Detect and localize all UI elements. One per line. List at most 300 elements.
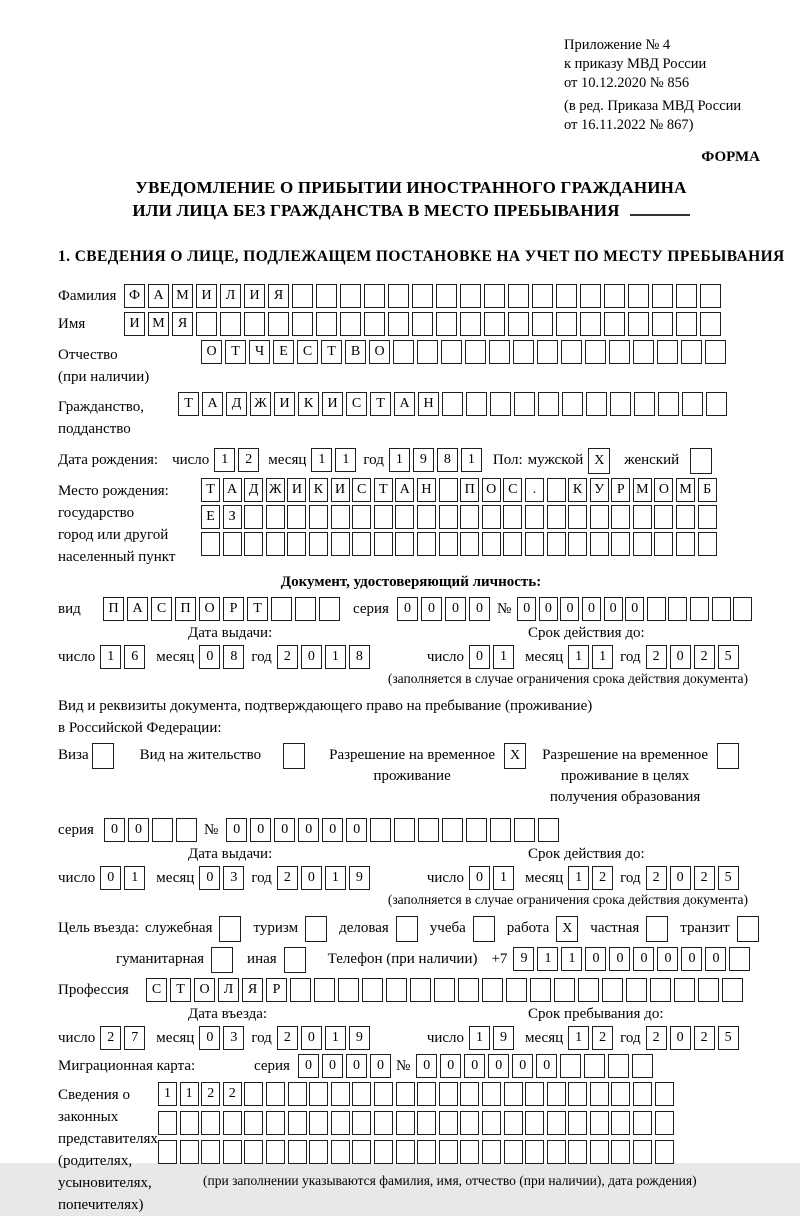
char-cell[interactable]	[439, 532, 458, 556]
char-cell[interactable]	[586, 392, 607, 416]
char-cell[interactable]	[690, 597, 709, 621]
char-cell[interactable]	[394, 818, 415, 842]
char-cell[interactable]: 2	[694, 1026, 715, 1050]
char-cell[interactable]: Д	[226, 392, 247, 416]
char-cell[interactable]	[244, 312, 265, 336]
char-cell[interactable]	[538, 818, 559, 842]
char-cell[interactable]	[647, 597, 666, 621]
char-cell[interactable]: А	[127, 597, 148, 621]
char-cell[interactable]: 0	[346, 1054, 367, 1078]
char-cell[interactable]	[439, 1111, 458, 1135]
purpose-tourism-checkbox[interactable]	[305, 916, 327, 942]
char-cell[interactable]	[395, 532, 414, 556]
char-cell[interactable]	[271, 597, 292, 621]
char-cell[interactable]	[436, 284, 457, 308]
char-cell[interactable]	[547, 505, 566, 529]
char-cell[interactable]: 0	[488, 1054, 509, 1078]
char-cell[interactable]	[525, 1140, 544, 1164]
char-cell[interactable]	[244, 1082, 263, 1106]
char-cell[interactable]: Ч	[249, 340, 270, 364]
char-cell[interactable]: Н	[417, 478, 436, 502]
char-cell[interactable]	[152, 818, 173, 842]
char-cell[interactable]	[503, 532, 522, 556]
char-cell[interactable]	[439, 1082, 458, 1106]
char-cell[interactable]	[460, 505, 479, 529]
char-cell[interactable]: Р	[223, 597, 244, 621]
char-cell[interactable]	[288, 1082, 307, 1106]
char-cell[interactable]	[331, 532, 350, 556]
char-cell[interactable]	[374, 1111, 393, 1135]
char-cell[interactable]	[460, 1082, 479, 1106]
char-cell[interactable]: 0	[416, 1054, 437, 1078]
char-cell[interactable]: А	[223, 478, 242, 502]
char-cell[interactable]: 1	[124, 866, 145, 890]
char-cell[interactable]: А	[202, 392, 223, 416]
char-cell[interactable]	[460, 312, 481, 336]
char-cell[interactable]: 2	[223, 1082, 242, 1106]
char-cell[interactable]	[547, 1140, 566, 1164]
char-cell[interactable]	[590, 1111, 609, 1135]
char-cell[interactable]	[652, 284, 673, 308]
char-cell[interactable]	[201, 1140, 220, 1164]
char-cell[interactable]	[309, 505, 328, 529]
char-cell[interactable]	[580, 284, 601, 308]
char-cell[interactable]: О	[654, 478, 673, 502]
purpose-official-checkbox[interactable]	[219, 916, 241, 942]
char-cell[interactable]	[568, 1140, 587, 1164]
char-cell[interactable]	[668, 597, 687, 621]
char-cell[interactable]	[676, 284, 697, 308]
char-cell[interactable]	[220, 312, 241, 336]
char-cell[interactable]	[412, 312, 433, 336]
char-cell[interactable]: 1	[568, 645, 589, 669]
char-cell[interactable]	[466, 392, 487, 416]
char-cell[interactable]: И	[331, 478, 350, 502]
char-cell[interactable]	[568, 505, 587, 529]
char-cell[interactable]: 9	[493, 1026, 514, 1050]
char-cell[interactable]	[319, 597, 340, 621]
char-cell[interactable]: И	[124, 312, 145, 336]
char-cell[interactable]	[292, 284, 313, 308]
char-cell[interactable]	[388, 312, 409, 336]
char-cell[interactable]	[654, 532, 673, 556]
char-cell[interactable]: 0	[670, 866, 691, 890]
char-cell[interactable]: К	[568, 478, 587, 502]
char-cell[interactable]	[525, 505, 544, 529]
purpose-other-checkbox[interactable]	[284, 947, 306, 973]
char-cell[interactable]: 0	[609, 947, 630, 971]
char-cell[interactable]	[362, 978, 383, 1002]
char-cell[interactable]	[340, 284, 361, 308]
char-cell[interactable]	[530, 978, 551, 1002]
char-cell[interactable]	[604, 284, 625, 308]
char-cell[interactable]: 0	[469, 866, 490, 890]
char-cell[interactable]: Т	[247, 597, 268, 621]
char-cell[interactable]	[506, 978, 527, 1002]
char-cell[interactable]	[610, 392, 631, 416]
char-cell[interactable]: 0	[585, 947, 606, 971]
char-cell[interactable]	[364, 284, 385, 308]
char-cell[interactable]: Т	[374, 478, 393, 502]
char-cell[interactable]: 0	[274, 818, 295, 842]
char-cell[interactable]	[652, 312, 673, 336]
char-cell[interactable]	[538, 392, 559, 416]
char-cell[interactable]	[288, 1140, 307, 1164]
char-cell[interactable]	[340, 312, 361, 336]
char-cell[interactable]: И	[244, 284, 265, 308]
char-cell[interactable]: Б	[698, 478, 717, 502]
char-cell[interactable]	[658, 392, 679, 416]
char-cell[interactable]: О	[199, 597, 220, 621]
char-cell[interactable]	[700, 312, 721, 336]
char-cell[interactable]	[223, 1111, 242, 1135]
char-cell[interactable]: 0	[199, 645, 220, 669]
char-cell[interactable]	[316, 284, 337, 308]
char-cell[interactable]	[309, 1111, 328, 1135]
char-cell[interactable]: 0	[128, 818, 149, 842]
char-cell[interactable]	[626, 978, 647, 1002]
char-cell[interactable]	[650, 978, 671, 1002]
char-cell[interactable]: З	[223, 505, 242, 529]
char-cell[interactable]: 1	[325, 866, 346, 890]
purpose-work-checkbox[interactable]: X	[556, 916, 578, 942]
char-cell[interactable]: И	[322, 392, 343, 416]
char-cell[interactable]	[374, 532, 393, 556]
char-cell[interactable]: 3	[223, 866, 244, 890]
char-cell[interactable]	[176, 818, 197, 842]
char-cell[interactable]	[611, 1140, 630, 1164]
char-cell[interactable]	[244, 1140, 263, 1164]
char-cell[interactable]	[654, 505, 673, 529]
char-cell[interactable]: 0	[370, 1054, 391, 1078]
char-cell[interactable]: Н	[418, 392, 439, 416]
char-cell[interactable]: 0	[301, 1026, 322, 1050]
char-cell[interactable]	[352, 532, 371, 556]
char-cell[interactable]: Р	[611, 478, 630, 502]
char-cell[interactable]	[633, 1082, 652, 1106]
char-cell[interactable]	[590, 1082, 609, 1106]
char-cell[interactable]: С	[503, 478, 522, 502]
char-cell[interactable]	[466, 818, 487, 842]
char-cell[interactable]: Е	[201, 505, 220, 529]
char-cell[interactable]	[396, 1111, 415, 1135]
char-cell[interactable]: 7	[124, 1026, 145, 1050]
char-cell[interactable]	[585, 340, 606, 364]
char-cell[interactable]: 2	[646, 1026, 667, 1050]
char-cell[interactable]	[712, 597, 731, 621]
char-cell[interactable]: 1	[325, 1026, 346, 1050]
char-cell[interactable]: 5	[718, 1026, 739, 1050]
char-cell[interactable]	[628, 312, 649, 336]
char-cell[interactable]	[609, 340, 630, 364]
char-cell[interactable]: Т	[225, 340, 246, 364]
purpose-business-checkbox[interactable]	[396, 916, 418, 942]
char-cell[interactable]: 8	[349, 645, 370, 669]
char-cell[interactable]	[633, 1140, 652, 1164]
residence-permit-checkbox[interactable]	[283, 743, 305, 769]
char-cell[interactable]: 2	[694, 645, 715, 669]
char-cell[interactable]	[180, 1111, 199, 1135]
char-cell[interactable]	[180, 1140, 199, 1164]
char-cell[interactable]	[633, 1111, 652, 1135]
char-cell[interactable]	[374, 1140, 393, 1164]
char-cell[interactable]: Л	[220, 284, 241, 308]
char-cell[interactable]	[604, 312, 625, 336]
char-cell[interactable]	[309, 1082, 328, 1106]
char-cell[interactable]	[655, 1140, 674, 1164]
char-cell[interactable]: 1	[180, 1082, 199, 1106]
char-cell[interactable]: 1	[537, 947, 558, 971]
char-cell[interactable]	[442, 818, 463, 842]
char-cell[interactable]: П	[103, 597, 124, 621]
char-cell[interactable]: Ф	[124, 284, 145, 308]
char-cell[interactable]	[484, 284, 505, 308]
char-cell[interactable]: 2	[646, 645, 667, 669]
char-cell[interactable]	[436, 312, 457, 336]
char-cell[interactable]	[268, 312, 289, 336]
char-cell[interactable]	[578, 978, 599, 1002]
char-cell[interactable]	[393, 340, 414, 364]
char-cell[interactable]: 1	[461, 448, 482, 472]
char-cell[interactable]: 0	[322, 818, 343, 842]
char-cell[interactable]	[504, 1082, 523, 1106]
char-cell[interactable]	[482, 1140, 501, 1164]
purpose-private-checkbox[interactable]	[646, 916, 668, 942]
char-cell[interactable]	[482, 1082, 501, 1106]
char-cell[interactable]	[331, 1140, 350, 1164]
char-cell[interactable]	[266, 1111, 285, 1135]
char-cell[interactable]	[482, 532, 501, 556]
char-cell[interactable]: 0	[199, 1026, 220, 1050]
char-cell[interactable]	[396, 1140, 415, 1164]
char-cell[interactable]	[681, 340, 702, 364]
char-cell[interactable]: Д	[244, 478, 263, 502]
char-cell[interactable]	[525, 1082, 544, 1106]
char-cell[interactable]	[608, 1054, 629, 1078]
char-cell[interactable]	[266, 532, 285, 556]
char-cell[interactable]	[705, 340, 726, 364]
char-cell[interactable]	[331, 1082, 350, 1106]
char-cell[interactable]	[244, 1111, 263, 1135]
char-cell[interactable]	[590, 1140, 609, 1164]
char-cell[interactable]	[482, 505, 501, 529]
char-cell[interactable]: О	[482, 478, 501, 502]
char-cell[interactable]: 1	[335, 448, 356, 472]
char-cell[interactable]	[338, 978, 359, 1002]
char-cell[interactable]: 1	[493, 645, 514, 669]
char-cell[interactable]: 9	[513, 947, 534, 971]
char-cell[interactable]: 2	[592, 866, 613, 890]
char-cell[interactable]	[410, 978, 431, 1002]
char-cell[interactable]: П	[175, 597, 196, 621]
char-cell[interactable]	[547, 1082, 566, 1106]
sex-male-checkbox[interactable]: X	[588, 448, 610, 474]
char-cell[interactable]	[568, 1111, 587, 1135]
char-cell[interactable]: Т	[321, 340, 342, 364]
char-cell[interactable]	[568, 1082, 587, 1106]
char-cell[interactable]	[611, 1082, 630, 1106]
char-cell[interactable]: Р	[266, 978, 287, 1002]
char-cell[interactable]: 8	[437, 448, 458, 472]
char-cell[interactable]: Т	[370, 392, 391, 416]
char-cell[interactable]: 5	[718, 645, 739, 669]
char-cell[interactable]: 1	[592, 645, 613, 669]
char-cell[interactable]: 1	[568, 866, 589, 890]
char-cell[interactable]	[590, 505, 609, 529]
char-cell[interactable]: У	[590, 478, 609, 502]
char-cell[interactable]: 0	[633, 947, 654, 971]
char-cell[interactable]	[417, 532, 436, 556]
char-cell[interactable]	[370, 818, 391, 842]
char-cell[interactable]	[158, 1111, 177, 1135]
char-cell[interactable]	[374, 505, 393, 529]
char-cell[interactable]	[442, 392, 463, 416]
char-cell[interactable]	[439, 505, 458, 529]
char-cell[interactable]: И	[274, 392, 295, 416]
char-cell[interactable]: 1	[469, 1026, 490, 1050]
char-cell[interactable]	[292, 312, 313, 336]
char-cell[interactable]: К	[298, 392, 319, 416]
char-cell[interactable]: 2	[277, 645, 298, 669]
char-cell[interactable]: И	[196, 284, 217, 308]
char-cell[interactable]: 1	[561, 947, 582, 971]
char-cell[interactable]	[676, 312, 697, 336]
char-cell[interactable]: С	[352, 478, 371, 502]
char-cell[interactable]: 1	[214, 448, 235, 472]
char-cell[interactable]: А	[395, 478, 414, 502]
char-cell[interactable]	[290, 978, 311, 1002]
char-cell[interactable]: Я	[268, 284, 289, 308]
char-cell[interactable]: 2	[100, 1026, 121, 1050]
char-cell[interactable]: 8	[223, 645, 244, 669]
char-cell[interactable]	[676, 505, 695, 529]
char-cell[interactable]	[439, 1140, 458, 1164]
char-cell[interactable]	[309, 1140, 328, 1164]
char-cell[interactable]: 0	[560, 597, 579, 621]
char-cell[interactable]	[386, 978, 407, 1002]
char-cell[interactable]: Ж	[250, 392, 271, 416]
char-cell[interactable]	[314, 978, 335, 1002]
char-cell[interactable]	[513, 340, 534, 364]
char-cell[interactable]	[514, 818, 535, 842]
char-cell[interactable]: М	[633, 478, 652, 502]
char-cell[interactable]	[508, 284, 529, 308]
char-cell[interactable]: К	[309, 478, 328, 502]
char-cell[interactable]: А	[148, 284, 169, 308]
char-cell[interactable]	[460, 284, 481, 308]
char-cell[interactable]	[532, 284, 553, 308]
char-cell[interactable]	[562, 392, 583, 416]
char-cell[interactable]	[460, 532, 479, 556]
char-cell[interactable]	[266, 505, 285, 529]
char-cell[interactable]	[584, 1054, 605, 1078]
char-cell[interactable]	[547, 532, 566, 556]
char-cell[interactable]: Ж	[266, 478, 285, 502]
char-cell[interactable]	[561, 340, 582, 364]
char-cell[interactable]	[201, 1111, 220, 1135]
char-cell[interactable]	[733, 597, 752, 621]
char-cell[interactable]: 0	[301, 645, 322, 669]
char-cell[interactable]: 0	[346, 818, 367, 842]
char-cell[interactable]	[295, 597, 316, 621]
char-cell[interactable]	[352, 505, 371, 529]
purpose-transit-checkbox[interactable]	[737, 916, 759, 942]
char-cell[interactable]	[560, 1054, 581, 1078]
char-cell[interactable]	[503, 505, 522, 529]
char-cell[interactable]	[554, 978, 575, 1002]
char-cell[interactable]	[556, 312, 577, 336]
char-cell[interactable]: 2	[592, 1026, 613, 1050]
char-cell[interactable]: 0	[469, 645, 490, 669]
char-cell[interactable]	[412, 284, 433, 308]
char-cell[interactable]	[352, 1111, 371, 1135]
char-cell[interactable]	[504, 1111, 523, 1135]
char-cell[interactable]	[352, 1140, 371, 1164]
char-cell[interactable]	[633, 505, 652, 529]
char-cell[interactable]: В	[345, 340, 366, 364]
char-cell[interactable]	[196, 312, 217, 336]
char-cell[interactable]: С	[151, 597, 172, 621]
char-cell[interactable]	[657, 340, 678, 364]
temp-residence-education-checkbox[interactable]	[717, 743, 739, 769]
char-cell[interactable]: М	[676, 478, 695, 502]
char-cell[interactable]	[655, 1082, 674, 1106]
char-cell[interactable]	[698, 505, 717, 529]
char-cell[interactable]	[676, 532, 695, 556]
char-cell[interactable]: С	[297, 340, 318, 364]
char-cell[interactable]	[223, 532, 242, 556]
char-cell[interactable]: 1	[311, 448, 332, 472]
char-cell[interactable]: 0	[539, 597, 558, 621]
char-cell[interactable]	[331, 505, 350, 529]
char-cell[interactable]	[316, 312, 337, 336]
char-cell[interactable]	[633, 340, 654, 364]
char-cell[interactable]	[458, 978, 479, 1002]
char-cell[interactable]: 9	[349, 866, 370, 890]
char-cell[interactable]	[508, 312, 529, 336]
char-cell[interactable]: 1	[389, 448, 410, 472]
char-cell[interactable]: 0	[421, 597, 442, 621]
char-cell[interactable]: 2	[238, 448, 259, 472]
char-cell[interactable]	[417, 1111, 436, 1135]
char-cell[interactable]	[309, 532, 328, 556]
char-cell[interactable]: 0	[705, 947, 726, 971]
char-cell[interactable]: 3	[223, 1026, 244, 1050]
char-cell[interactable]: 0	[199, 866, 220, 890]
char-cell[interactable]	[223, 1140, 242, 1164]
char-cell[interactable]: 0	[100, 866, 121, 890]
char-cell[interactable]: А	[394, 392, 415, 416]
temp-residence-checkbox[interactable]: X	[504, 743, 526, 769]
char-cell[interactable]	[484, 312, 505, 336]
char-cell[interactable]: И	[287, 478, 306, 502]
char-cell[interactable]	[722, 978, 743, 1002]
char-cell[interactable]	[482, 1111, 501, 1135]
char-cell[interactable]	[611, 1111, 630, 1135]
char-cell[interactable]	[537, 340, 558, 364]
char-cell[interactable]	[396, 1082, 415, 1106]
char-cell[interactable]	[266, 1140, 285, 1164]
char-cell[interactable]: 0	[536, 1054, 557, 1078]
char-cell[interactable]: 1	[493, 866, 514, 890]
char-cell[interactable]: 0	[657, 947, 678, 971]
char-cell[interactable]: 0	[604, 597, 623, 621]
char-cell[interactable]	[547, 478, 566, 502]
char-cell[interactable]: 0	[681, 947, 702, 971]
char-cell[interactable]	[441, 340, 462, 364]
char-cell[interactable]: 0	[670, 645, 691, 669]
char-cell[interactable]	[590, 532, 609, 556]
